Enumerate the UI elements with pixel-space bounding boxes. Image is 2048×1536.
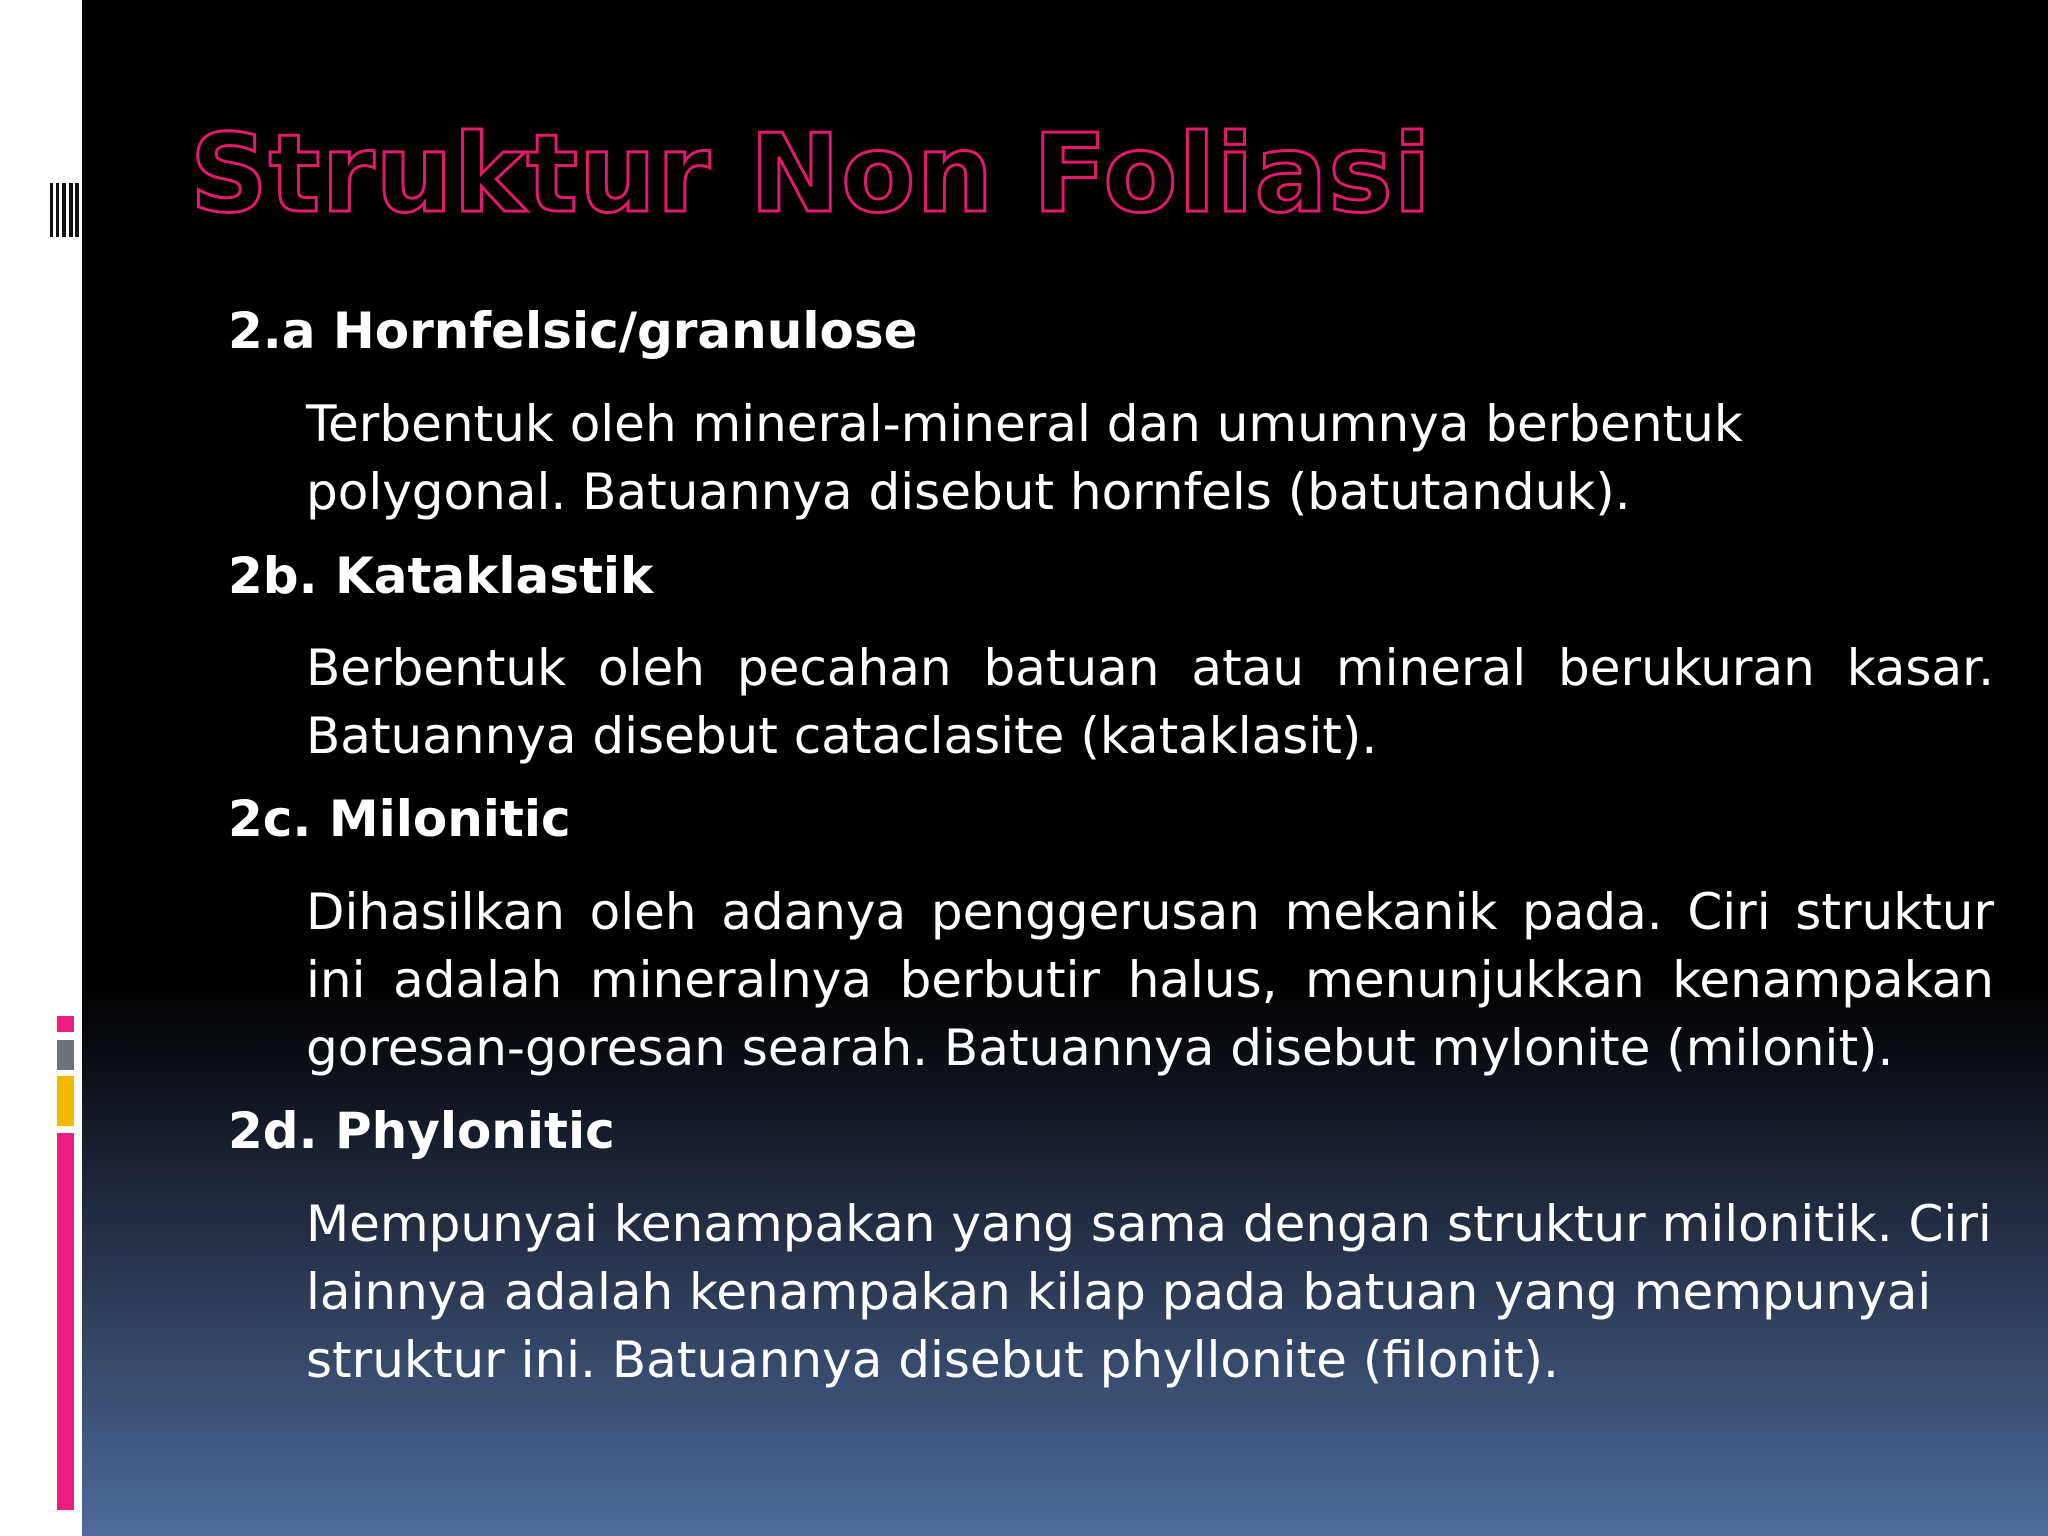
section-heading-hornfelsic: 2.a Hornfelsic/granulose [228,302,918,360]
decorative-vertical-lines [50,183,80,237]
section-heading-milonitic: 2c. Milonitic [228,790,571,848]
accent-bar-gray [57,1040,74,1070]
section-text-hornfelsic: Terbentuk oleh mineral-mineral dan umumnya berbentuk polygonal. Batuannya disebut hornfels (batutanduk). [306,395,1743,521]
section-text-kataklastik: Berbentuk oleh pecahan batuan atau mineral berukuran kasar. Batuannya disebut cataclasite (kataklasit). [306,639,1994,765]
accent-bar-pink-long [57,1133,74,1510]
slide-content [82,0,2048,1536]
section-heading-kataklastik: 2b. Kataklastik [228,547,654,605]
section-text-milonitic: Dihasilkan oleh adanya penggerusan mekanik pada. Ciri struktur ini adalah mineralnya berbutir halus, menunjukkan kenampakan goresan-goresan searah. Batuannya disebut mylonite (milonit). [306,883,1994,1077]
slide-canvas [82,0,2048,1536]
accent-bar-pink-top [57,1016,74,1032]
accent-bar-yellow [57,1076,74,1126]
section-heading-phylonitic: 2d. Phylonitic [228,1102,615,1160]
slide-title: Struktur Non Foliasi [190,112,1432,237]
section-text-phylonitic: Mempunyai kenampakan yang sama dengan struktur milonitik. Ciri lainnya adalah kenampakan kilap pada batuan yang mempunyai struktur ini. Batuannya disebut phyllonite (filonit). [306,1195,1992,1389]
